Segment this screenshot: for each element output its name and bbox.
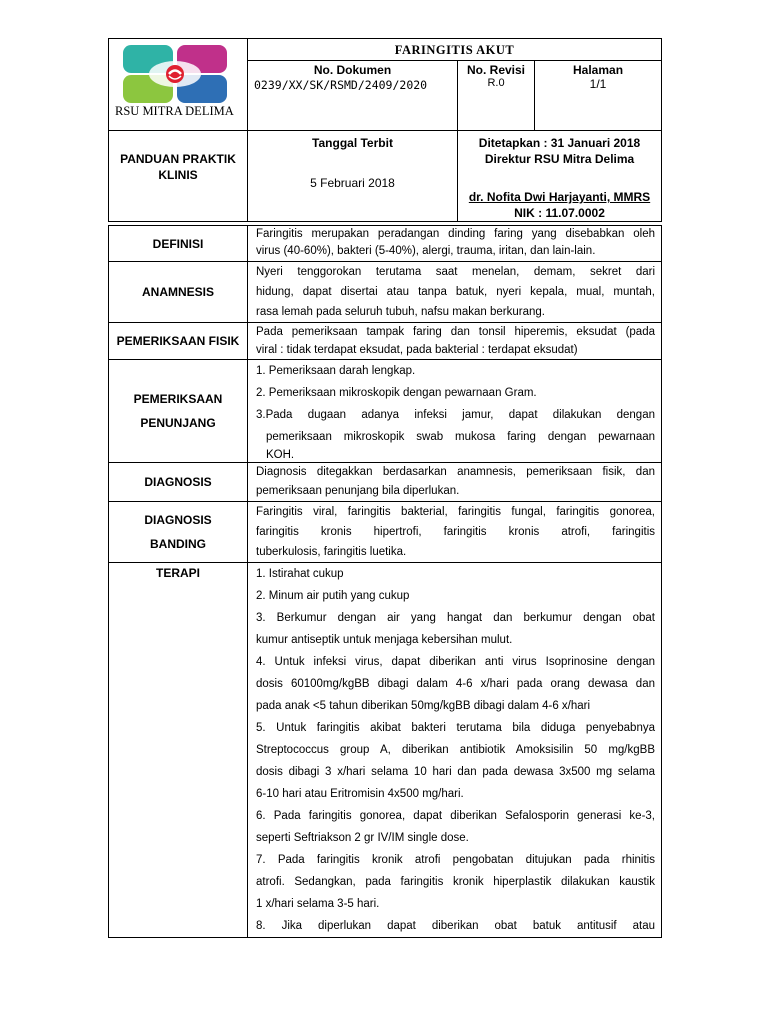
tanggal-terbit-label: Tanggal Terbit	[312, 136, 393, 150]
section-pemeriksaan-fisik	[109, 323, 662, 360]
document-title: FARINGITIS AKUT	[248, 39, 662, 61]
section-label: TERAPI	[109, 563, 248, 938]
halaman-label: Halaman	[573, 63, 624, 77]
document-header	[108, 38, 662, 222]
terapi-line: atrofi. Sedangkan, pada faringitis kronik hiperplastik dilakukan kaustik	[256, 876, 655, 888]
section-content	[248, 226, 662, 262]
terapi-line: dosis 60100mg/kgBB dibagi dalam 4-6 x/hari pada orang dewasa dan	[256, 678, 655, 690]
hospital-name: RSU MITRA DELIMA	[115, 104, 234, 118]
text-line: virus (40-60%), bakteri (5-40%), alergi, trauma, iritan, dan lain-lain.	[256, 245, 596, 257]
section-label: DEFINISI	[109, 226, 248, 262]
section-label	[109, 360, 248, 463]
section-anamnesis	[109, 262, 662, 323]
text-line: Nyeri tenggorokan terutama saat menelan, demam, sekret dari	[256, 266, 655, 278]
halaman-value: 1/1	[589, 77, 607, 91]
text-line: Faringitis viral, faringitis bakterial, faringitis fungal, faringitis gonorea,	[256, 506, 655, 518]
content-table	[108, 225, 662, 938]
terapi-line: 7. Pada faringitis kronik atrofi pengobatan ditujukan pada rhinitis	[256, 854, 655, 866]
terapi-line: 3. Berkumur dengan air yang hangat dan berkumur dengan obat	[256, 612, 655, 624]
section-content	[248, 360, 662, 463]
section-pemeriksaan-penunjang	[109, 360, 662, 463]
no-dokumen-value: 0239/XX/SK/RSMD/2409/2020	[254, 78, 428, 92]
terapi-line: kumur antiseptik untuk menjaga kebersihan mulut.	[256, 634, 513, 646]
text-line: tuberkulosis, faringitis luetika.	[256, 546, 407, 558]
no-revisi-cell	[458, 61, 535, 131]
text-line: KOH.	[266, 449, 295, 461]
text-line: pemeriksaan mikroskopik swab mukosa faring dengan pewarnaan	[266, 431, 655, 443]
hospital-logo-icon	[121, 43, 231, 105]
section-terapi	[109, 563, 662, 938]
section-content	[248, 323, 662, 360]
terapi-line: 2. Minum air putih yang cukup	[256, 590, 410, 602]
text-line: 2. Pemeriksaan mikroskopik dengan pewarnaan Gram.	[256, 387, 537, 399]
section-label-line: PENUNJANG	[140, 416, 216, 430]
terapi-line: 4. Untuk infeksi virus, dapat diberikan anti virus Isoprinosine dengan	[256, 656, 655, 668]
text-line: viral : tidak terdapat eksudat, pada bakterial : terdapat eksudat)	[256, 344, 578, 356]
text-line: pemeriksaan penunjang bila diperlukan.	[256, 485, 460, 497]
no-revisi-value: R.0	[487, 77, 505, 89]
section-label-line: DIAGNOSIS	[144, 513, 212, 527]
ditetapkan-cell	[458, 131, 662, 222]
text-line: 1. Pemeriksaan darah lengkap.	[256, 365, 416, 377]
section-content	[248, 563, 662, 938]
text-line: Diagnosis ditegakkan berdasarkan anamnesis, pemeriksaan fisik, dan	[256, 466, 655, 478]
section-diagnosis-banding	[109, 502, 662, 563]
signatory-nik: NIK : 11.07.0002	[514, 206, 605, 220]
terapi-line: 5. Untuk faringitis akibat bakteri terutama bila diduga penyebabnya	[256, 722, 655, 734]
terapi-line: pada anak <5 tahun diberikan 50mg/kgBB dibagi dalam 4-6 x/hari	[256, 700, 591, 712]
signatory-name: dr. Nofita Dwi Harjayanti, MMRS	[468, 190, 651, 204]
direktur-title: Direktur RSU Mitra Delima	[484, 152, 635, 166]
no-dokumen-label: No. Dokumen	[313, 63, 392, 77]
terapi-line: 6. Pada faringitis gonorea, dapat diberikan Sefalosporin generasi ke-3,	[256, 810, 655, 822]
section-definisi	[109, 226, 662, 262]
terapi-line: 1. Istirahat cukup	[256, 568, 344, 580]
section-content	[248, 262, 662, 323]
text-line: Pada pemeriksaan tampak faring dan tonsil hiperemis, eksudat (pada	[256, 326, 655, 338]
tanggal-terbit-cell	[248, 131, 458, 222]
terapi-line: seperti Seftriakson 2 gr IV/IM single dose.	[256, 832, 469, 844]
text-line: 3.Pada dugaan adanya infeksi jamur, dapat dilakukan dengan	[256, 409, 655, 421]
no-revisi-label: No. Revisi	[466, 63, 526, 77]
section-label	[109, 502, 248, 563]
terapi-line: dosis dibagi 3 x/hari selama 10 hari dan pada dewasa 3x500 mg selama	[256, 766, 655, 778]
section-label: ANAMNESIS	[109, 262, 248, 323]
text-line: faringitis kronis hipertrofi, faringitis kronis atrofi, faringitis	[256, 526, 655, 538]
logo-cell	[109, 39, 248, 131]
section-content	[248, 463, 662, 502]
no-dokumen-cell	[248, 61, 458, 131]
section-label-line: BANDING	[150, 537, 206, 551]
terapi-line: Streptococcus group A, diberikan antibiotik Amoksisilin 50 mg/kgBB	[256, 744, 655, 756]
tanggal-terbit-value: 5 Februari 2018	[310, 176, 395, 190]
text-line: hidung, dapat disertai atau tanpa batuk, nyeri kepala, mual, muntah,	[256, 286, 655, 298]
terapi-line: 8. Jika diperlukan dapat diberikan obat batuk antitusif atau	[256, 920, 655, 932]
terapi-line: 6-10 hari atau Eritromisin 4x500 mg/hari.	[256, 788, 464, 800]
terapi-line: 1 x/hari selama 3-5 hari.	[256, 898, 380, 910]
section-label: DIAGNOSIS	[109, 463, 248, 502]
panduan-praktik-klinis: PANDUAN PRAKTIK KLINIS	[109, 131, 248, 222]
section-diagnosis	[109, 463, 662, 502]
text-line: rasa lemah pada seluruh tubuh, nafsu makan berkurang.	[256, 306, 545, 318]
section-label: PEMERIKSAAN FISIK	[109, 323, 248, 360]
halaman-cell	[535, 61, 662, 131]
ditetapkan-date: Ditetapkan : 31 Januari 2018	[478, 136, 641, 150]
text-line: Faringitis merupakan peradangan dinding faring yang disebabkan oleh	[256, 228, 655, 240]
section-content	[248, 502, 662, 563]
section-label-line: PEMERIKSAAN	[133, 392, 223, 406]
